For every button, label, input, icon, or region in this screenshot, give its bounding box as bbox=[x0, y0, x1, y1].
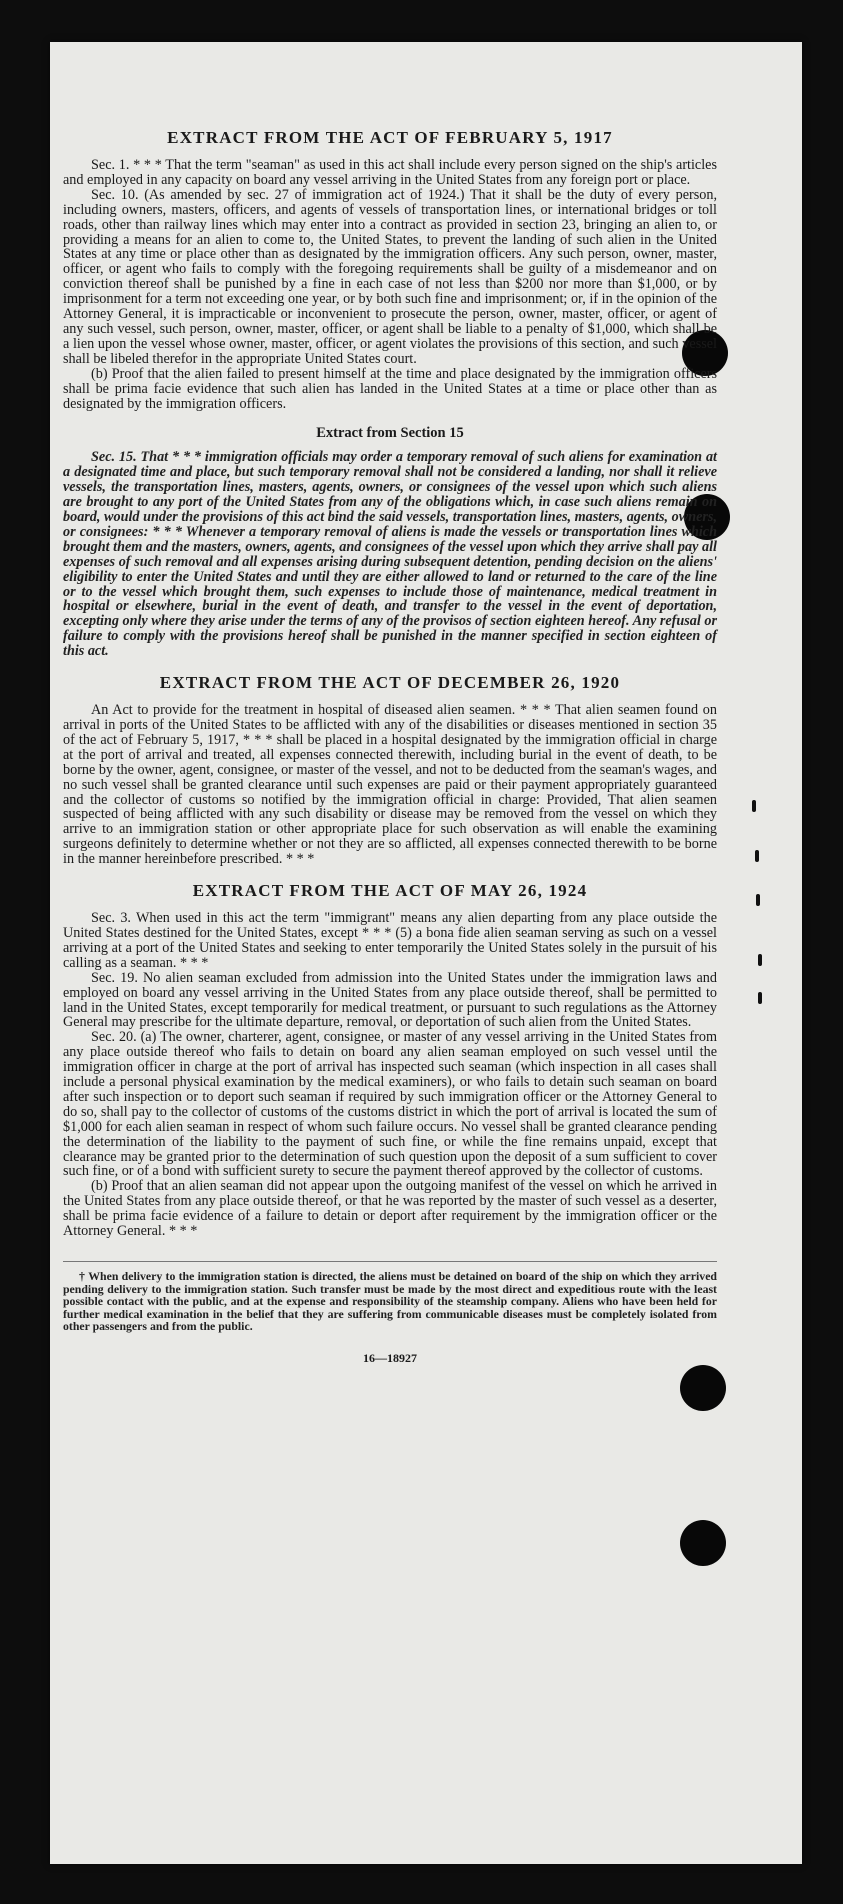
paragraph: An Act to provide for the treatment in hospital of diseased alien seamen. * * * That alien seamen found on arrival in ports of the United States to be afflicted with any of the disabilities or diseases mentioned in section 35 of the act of February 5, 1917, * * * shall be placed in a hospital designated by the immigration official in charge at the port of arrival and treated, all expenses connected therewith, including burial in the event of death, to be borne by the owner, agent, consignee, or master of the vessel, and not to be deducted from the seaman's wages, and no such vessel shall be granted clearance until such expenses are paid or their payment appropriately guaranteed and the collector of customs so notified by the immigration official in charge: Provided, That alien seamen suspected of being afflicted with any such disability or disease may be removed from the vessel on which they arrive to an immigration station or other appropriate place for such observation as will enable the examining surgeons definitely to determine whether or not they are so afflicted, all expenses connected therewith to be borne in the manner hereinbefore prescribed. * * * bbox=[63, 702, 718, 868]
punch-hole bbox=[680, 1365, 726, 1411]
ink-mark bbox=[758, 954, 762, 966]
section-heading: EXTRACT FROM THE ACT OF FEBRUARY 5, 1917 bbox=[167, 128, 613, 147]
section-act-dec-1920 bbox=[63, 673, 717, 867]
paragraph: Sec. 19. No alien seaman excluded from admission into the United States under the immigration laws and employed on board any vessel arriving in the United States from any place outside thereof, shall be permitted to land in the United States, except temporarily for medical treatment, or pursuant to such regulations as the Attorney General may prescribe for the ultimate departure, removal, or deportation of such alien from the United States. bbox=[63, 969, 717, 1031]
section-heading: Extract from Section 15 bbox=[316, 425, 464, 442]
paragraph: Sec. 3. When used in this act the term "immigrant" means any alien departing from any place outside the United States destined for the United States, except * * * (5) a bona fide alien seaman serving as such on a vessel arriving at a port of the United States and seeking to enter temporarily the United States solely in the pursuit of his calling as a seaman. * * * bbox=[63, 910, 717, 971]
paragraph: Sec. 15. That * * * immigration officials may order a temporary removal of such aliens for examination at a designated time and place, but such temporary removal shall not be considered a landing, nor shall it relieve vessels, the transportation lines, masters, agents, owners, or consignees of the vessel upon which such aliens are brought to any port of the United States from any of the obligations which, in case such aliens remain on board, would under the provisions of this act bind the said vessels, transportation lines, masters, agents, owners, or consignees: * * * Whenever a temporary removal of aliens is made the vessels or transportation lines which brought them and the masters, owners, agents, and consignees of the vessel upon which they arrive shall pay all expenses of such removal and all expenses arising during subsequent detention, pending decision on the aliens' eligibility to enter the United States and until they are either allowed to land or returned to the care of the line or to the vessel which brought them, such expenses to include those of maintenance, medical treatment in hospital or elsewhere, burial in the event of death, and transfer to the vessel in the event of deportation, excepting only where they arise under the terms of any of the provisos of section eighteen hereof. Any refusal or failure to comply with the provisions hereof shall be punished in the manner specified in section eighteen of this act. bbox=[63, 449, 717, 660]
footnote: † When delivery to the immigration station is directed, the aliens must be detained on board of the ship on which they arrived pending delivery to the immigration station. Such transfer must be made by the most direct and expeditious route with the least possible contact with the public, and at the expense and responsibility of the steamship company. Aliens who have been held for further medical examination in the belief that they are suffering from communicable diseases must be completely isolated from other passengers and from the public. bbox=[63, 1269, 717, 1334]
document-body bbox=[63, 128, 717, 1366]
section-heading: EXTRACT FROM THE ACT OF DECEMBER 26, 1920 bbox=[159, 673, 621, 693]
paragraph: (b) Proof that the alien failed to present himself at the time and place designated by the immigration officers shall be prima facie evidence that such alien has landed in the United States at a time or place other than as designated by the immigration officers. bbox=[63, 365, 717, 412]
footnote-divider bbox=[63, 1261, 717, 1262]
ink-mark bbox=[758, 992, 762, 1004]
paragraph: Sec. 10. (As amended by sec. 27 of immigration act of 1924.) That it shall be the duty of every person, including owners, masters, officers, and agents of vessels of transportation lines, or international bridges or toll roads, other than railway lines which may enter into a contract as provided in section 23, bringing an alien to, or providing a means for an alien to come to, the United States, to prevent the landing of such alien in the United States at any time or place other than as designated by the immigration officers. Any such person, owner, master, officer, or agent who fails to comply with the foregoing requirements shall be guilty of a misdemeanor and on conviction thereof shall be punished by a fine in each case of not less than $200 nor more than $1,000, or by imprisonment for a term not exceeding one year, or by both such fine and imprisonment; or, if in the opinion of the Attorney General, it is impracticable or inconvenient to prosecute the person, owner, master, officer, or agent of any such vessel, such person, owner, master, officer, or agent shall be liable to a penalty of $1,000, which shall be a lien upon the vessel whose owner, master, officer, or agent violates the provisions of this section, and such vessel shall be libeled therefor in the appropriate United States court. bbox=[63, 186, 717, 367]
ink-mark bbox=[756, 894, 760, 906]
paragraph: (b) Proof that an alien seaman did not appear upon the outgoing manifest of the vessel on which he arrived in the United States from any place outside thereof, or that he was reported by the master of such vessel as a deserter, shall be prima facie evidence of a failure to detain or deport after requirement by the immigration officer or the Attorney General. * * * bbox=[63, 1178, 717, 1240]
paragraph: Sec. 20. (a) The owner, charterer, agent, consignee, or master of any vessel arriving in the United States from any place outside thereof who fails to detain on board any alien seaman employed on such vessel until the immigration officer in charge at the port of arrival has inspected such seaman (which inspection in all cases shall include a personal physical examination by the medical examiners), or who fails to detain such seaman on board after such inspection or to deport such seaman if required by such immigration officer or the Attorney General to do so, shall pay to the collector of customs of the customs district in which the port of arrival is located the sum of $1,000 for each alien seaman in respect of whom such failure occurs. No vessel shall be granted clearance pending the determination of the liability to the payment of such fine, or while the fine remains unpaid, except that clearance may be granted prior to the determination of such question upon the deposit of a sum sufficient to cover such fine, or of a bond with sufficient surety to secure the payment thereof approved by the collector of customs. bbox=[63, 1029, 717, 1180]
ink-mark bbox=[752, 800, 756, 812]
section-act-feb-1917 bbox=[63, 128, 717, 411]
section-act-may-1924 bbox=[63, 881, 717, 1239]
punch-hole bbox=[680, 1520, 726, 1566]
ink-mark bbox=[755, 850, 759, 862]
section-extract-15 bbox=[63, 425, 717, 659]
paragraph: Sec. 1. * * * That the term "seaman" as used in this act shall include every person signed on the ship's articles and employed in any capacity on board any vessel arriving in the United States from any foreign port or place. bbox=[63, 157, 717, 188]
form-number: 16—18927 bbox=[363, 1350, 417, 1365]
section-heading: EXTRACT FROM THE ACT OF MAY 26, 1924 bbox=[192, 881, 588, 901]
